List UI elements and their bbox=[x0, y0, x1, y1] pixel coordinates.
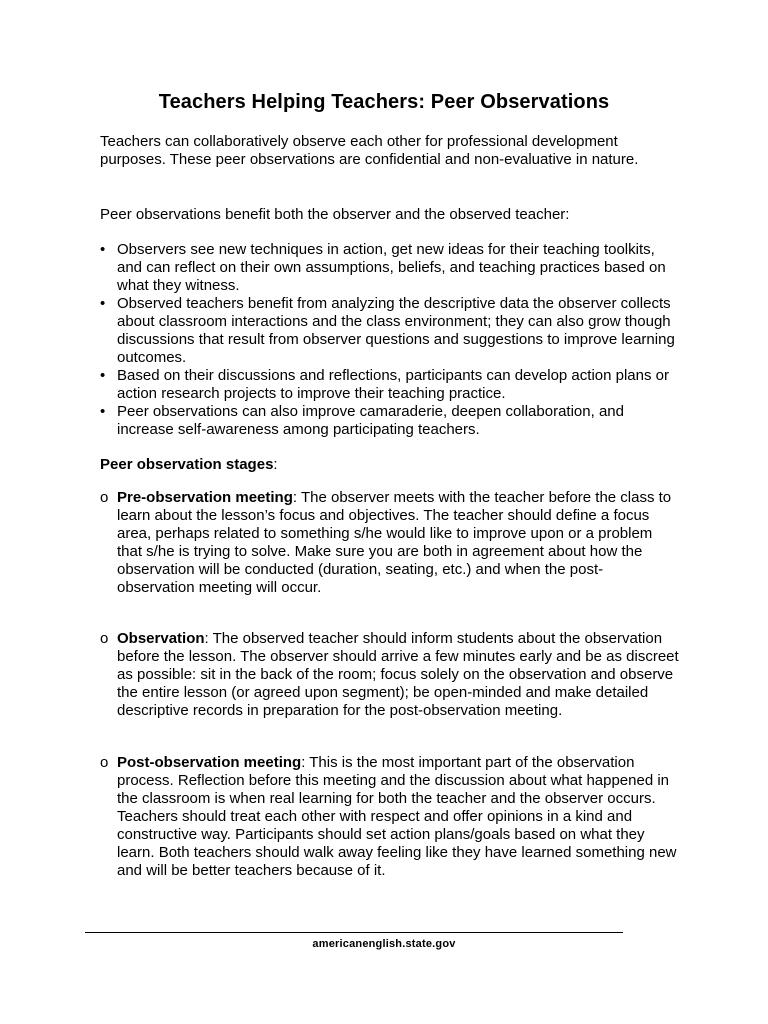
stage-colon: : bbox=[301, 754, 306, 771]
benefits-intro: Peer observations benefit both the observer and the observed teacher: bbox=[100, 206, 570, 223]
stage-name: Post-observation meeting bbox=[117, 754, 302, 771]
list-item bbox=[100, 295, 682, 367]
footer-url: americanenglish.state.gov bbox=[312, 938, 456, 950]
stage-name: Pre-observation meeting bbox=[117, 489, 293, 506]
circle-bullet-icon: o bbox=[100, 630, 109, 647]
list-item-text: Based on their discussions and reflections, participants can develop action plans or action research projects to improve their teaching practice. bbox=[117, 367, 669, 402]
list-item-text: Observed teachers benefit from analyzing the descriptive data the observer collects about classroom interactions and the class environment; they can also grow though discussions that result from observer questions and suggestions to improve learning outcomes. bbox=[117, 295, 675, 366]
intro-paragraph: Teachers can collaboratively observe each other for professional development purposes. These peer observations are confidential and non-evaluative in nature. bbox=[100, 133, 639, 168]
stage-pre-observation bbox=[100, 489, 680, 597]
footer-divider bbox=[85, 932, 623, 933]
bullet-icon: • bbox=[100, 367, 106, 384]
bullet-icon: • bbox=[100, 295, 106, 312]
stage-text: This is the most important part of the observation process. Reflection before this meeting and the discussion about what happened in the classroom is when real learning for both the teacher and the observer occurs. Teachers should treat each other with respect and offer opinions in a kind and constructive way. Participants should set action plans/goals based on what they learn. Both teachers should walk away feeling like they have learned something new and will be better teachers because of it. bbox=[117, 754, 677, 879]
stages-heading-text: Peer observation stages bbox=[100, 456, 274, 473]
bullet-icon: • bbox=[100, 241, 106, 258]
stage-text: The observer meets with the teacher before the class to learn about the lesson’s focus and objectives. The teacher should define a focus area, perhaps related to something s/he would like to improve upon or a problem that s/he is trying to solve. Make sure you are both in agreement about how the observation will be conducted (duration, seating, etc.) and when the post-observation meeting will occur. bbox=[117, 489, 672, 596]
stage-text: The observed teacher should inform students about the observation before the lesson. The observer should arrive a few minutes early and be as discreet as possible: sit in the back of the room; focus solely on the observation and observe the entire lesson (or agreed upon segment); be open-minded and make detailed descriptive records in preparation for the post-observation meeting. bbox=[117, 630, 679, 719]
stage-colon: : bbox=[292, 489, 298, 506]
bullet-icon: • bbox=[100, 403, 106, 420]
stage-name: Observation bbox=[117, 630, 205, 647]
stage-observation bbox=[100, 630, 680, 720]
list-item-text: Peer observations can also improve camaraderie, deepen collaboration, and increase self-awareness among participating teachers. bbox=[117, 403, 624, 438]
list-item bbox=[100, 403, 682, 439]
list-item bbox=[100, 241, 682, 295]
document-title: Teachers Helping Teachers: Peer Observations bbox=[158, 91, 610, 113]
stages-heading-colon: : bbox=[273, 456, 278, 473]
circle-bullet-icon: o bbox=[100, 489, 109, 506]
circle-bullet-icon: o bbox=[100, 754, 109, 771]
stage-post-observation bbox=[100, 754, 680, 880]
list-item-text: Observers see new techniques in action, get new ideas for their teaching toolkits, and can reflect on their own assumptions, beliefs, and teaching practices based on what they witness. bbox=[117, 241, 666, 294]
stages-heading bbox=[100, 456, 278, 474]
stage-colon: : bbox=[204, 630, 209, 647]
benefits-list bbox=[100, 241, 682, 439]
list-item bbox=[100, 367, 682, 403]
